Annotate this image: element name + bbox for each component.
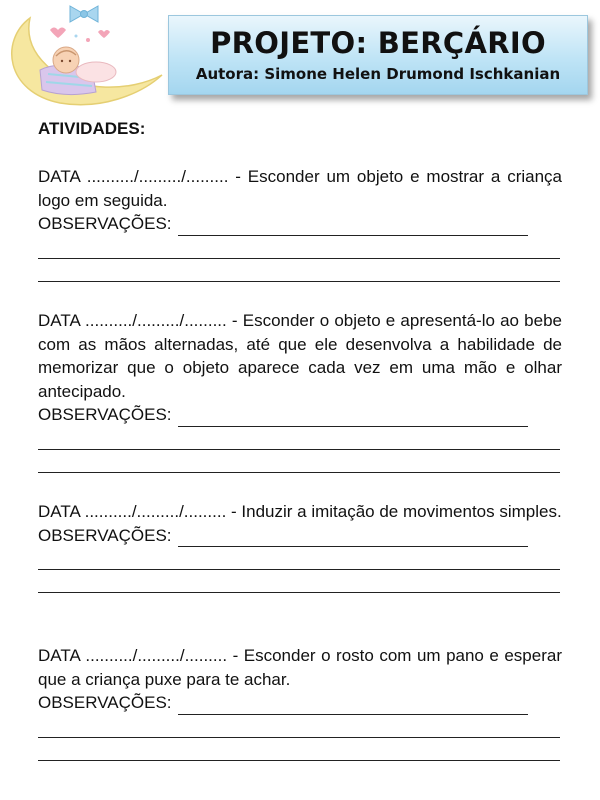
author-line: Autora: Simone Helen Drumond Ischkanian	[195, 65, 561, 83]
activity-text: DATA ........../........./......... - Esconder um objeto e mostrar a criança logo em seguida.	[38, 167, 562, 210]
write-line	[38, 547, 560, 570]
observations-label: OBSERVAÇÕES:	[38, 525, 172, 545]
activity-1	[38, 165, 562, 282]
page-title: PROJETO: BERÇÁRIO	[210, 26, 546, 60]
observations-label: OBSERVAÇÕES:	[38, 214, 172, 233]
activity-text: DATA ........../........./......... - Induzir a imitação de movimentos simples.	[38, 502, 562, 521]
observations-write-line	[178, 218, 528, 236]
write-line	[38, 236, 560, 259]
write-line	[38, 715, 560, 738]
observations-label: OBSERVAÇÕES:	[38, 405, 172, 424]
write-line	[38, 427, 560, 450]
write-line	[38, 570, 560, 593]
observations-write-line	[178, 529, 528, 547]
write-line	[38, 259, 560, 282]
observations-row	[38, 524, 562, 548]
write-line	[38, 738, 560, 761]
write-line	[38, 450, 560, 473]
observations-row	[38, 691, 562, 715]
observations-row	[38, 212, 562, 236]
activity-4	[38, 644, 562, 761]
activity-text: DATA ........../........./......... - Esconder o rosto com um pano e esperar que a criança puxe para te achar.	[38, 646, 562, 689]
activity-3	[38, 500, 562, 593]
observations-label: OBSERVAÇÕES:	[38, 693, 172, 712]
observations-row	[38, 403, 562, 427]
observations-write-line	[178, 697, 528, 715]
observations-write-line	[178, 409, 528, 427]
section-heading: ATIVIDADES:	[38, 119, 146, 138]
title-banner	[168, 15, 588, 95]
activity-2	[38, 309, 562, 473]
baby-on-moon-illustration	[0, 0, 170, 110]
activity-text: DATA ........../........./......... - Esconder o objeto e apresentá-lo ao bebe com as mãos alternadas, até que ele desenvolva a habilidade de memorizar que o objeto aparece cada vez em uma mão e olhar antecipado.	[38, 311, 562, 401]
